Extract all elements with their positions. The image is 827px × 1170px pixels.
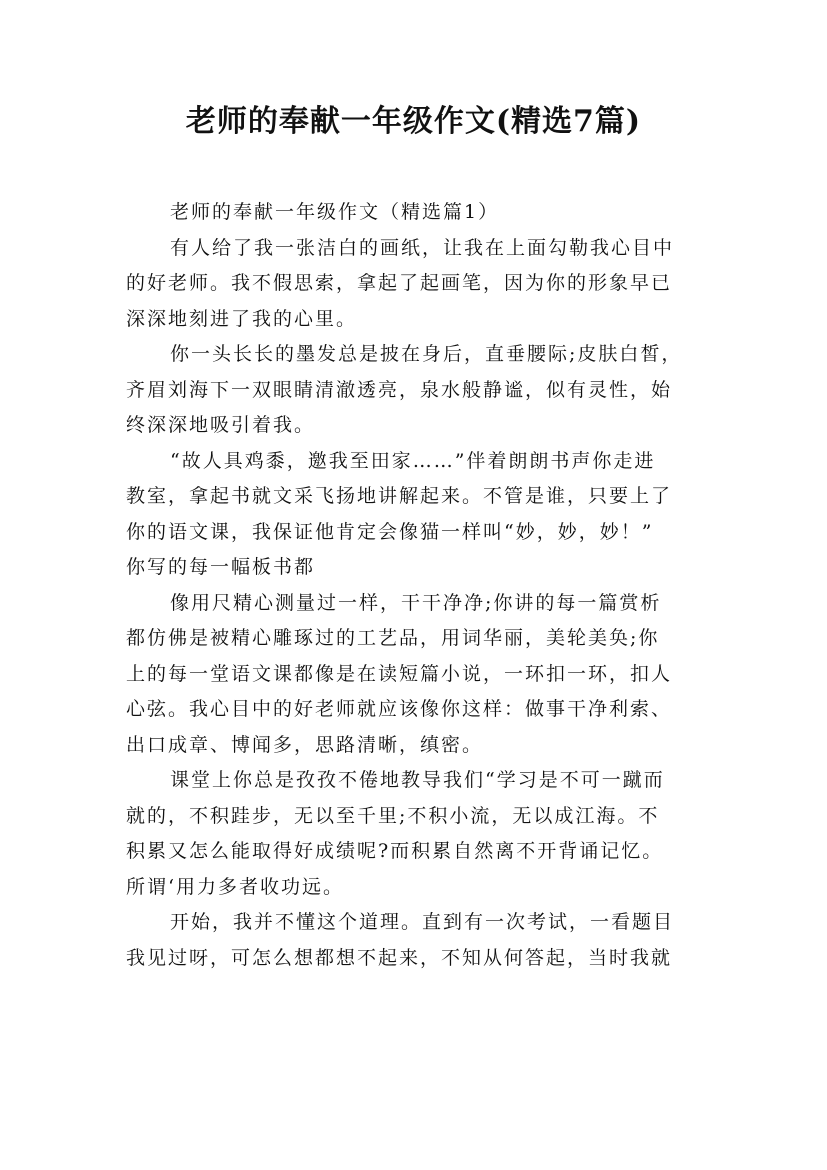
text-line: 像用尺精心测量过一样，干干净净;你讲的每一篇赏析 [170, 591, 662, 614]
text-line: 开始，我并不懂这个道理。直到有一次考试，一看题目 [170, 911, 675, 933]
text-line: 你的语文课，我保证他肯定会像猫一样叫“妙，妙，妙！” [126, 520, 654, 543]
page-title: 老师的奉献一年级作文(精选7篇) [185, 104, 642, 139]
text-line: 你一头长长的墨发总是披在身后，直垂腰际;皮肤白皙， [170, 343, 683, 365]
text-line: 的好老师。我不假思索，拿起了起画笔，因为你的形象早已 [126, 272, 673, 294]
text-line: 齐眉刘海下一双眼睛清澈透亮，泉水般静谧，似有灵性，始 [126, 378, 673, 401]
text-line: 就的，不积跬步，无以至千里;不积小流，无以成江海。不 [126, 804, 660, 827]
text-line: 出口成章、博闻多，思路清晰，缜密。 [126, 733, 484, 756]
text-line: 教室，拿起书就文采飞扬地讲解起来。不管是谁，只要上了 [126, 485, 673, 507]
text-line: 课堂上你总是孜孜不倦地教导我们“学习是不可一蹴而 [170, 769, 665, 791]
text-line: 积累又怎么能取得好成绩呢?而积累自然离不开背诵记忆。 [126, 840, 664, 862]
text-line: 所谓‘用力多者收功远。 [126, 875, 345, 898]
text-line: 你写的每一幅板书都 [126, 556, 316, 578]
text-line: 都仿佛是被精心雕琢过的工艺品，用词华丽，美轮美奂;你 [126, 627, 660, 649]
text-line: “故人具鸡黍，邀我至田家……”伴着朗朗书声你走进 [170, 449, 656, 472]
text-line: 心弦。我心目中的好老师就应该像你这样：做事干净利索、 [126, 698, 673, 720]
text-line: 我见过呀，可怎么想都想不起来，不知从何答起，当时我就 [126, 946, 673, 969]
essay-body [126, 195, 716, 976]
text-line: 终深深地吸引着我。 [126, 414, 316, 436]
text-line: 深深地刻进了我的心里。 [126, 307, 358, 330]
text-line: 有人给了我一张洁白的画纸，让我在上面勾勒我心目中 [170, 236, 675, 259]
section-heading: 老师的奉献一年级作文（精选篇1） [170, 201, 500, 223]
text-line: 上的每一堂语文课都像是在读短篇小说，一环扣一环，扣人 [126, 662, 673, 685]
